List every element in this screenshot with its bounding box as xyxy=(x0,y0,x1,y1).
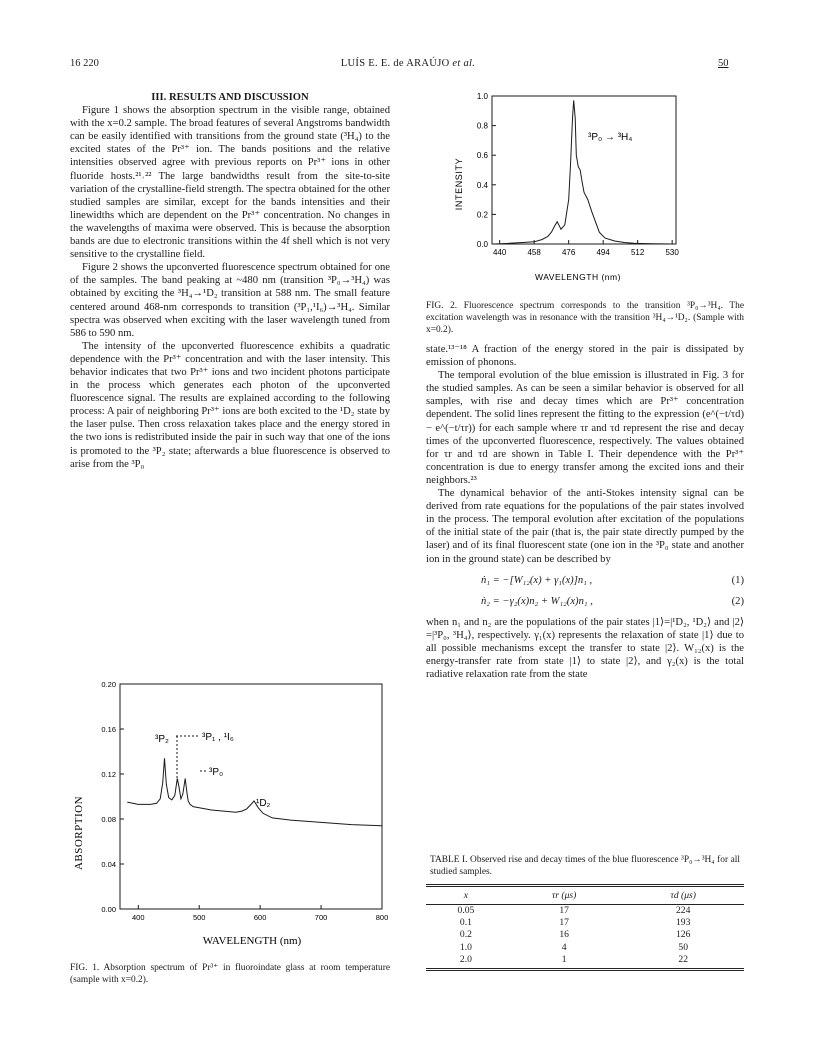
fig2-series-line xyxy=(494,100,672,244)
x-tick-label: 440 xyxy=(492,248,507,257)
figure-1-absorption-chart xyxy=(60,678,390,958)
figure-1-caption-text: FIG. 1. Absorption spectrum of Pr³⁺ in fluoroindate glass at room temperature (sample with x=0.2). xyxy=(70,963,390,985)
paragraph: The dynamical behavior of the anti-Stokes intensity signal can be derived from rate equations for the populations of the pair states involved in the process. The temporal evolution after excitation of the populations of the initial state of the pair (that is, the pair state directly pumped by the laser) and of its final fluorescent state (one ion in the ³P₀ state and another ion in the ground state) can be described by xyxy=(426,488,744,565)
paragraph: The intensity of the upconverted fluorescence exhibits a quadratic dependence with the Pr³⁺ concentration and with the laser intensity. This behavior indicates that two Pr³⁺ ions and two incident photons participate in the process which generates each photon of the upconverted fluorescence signal. The results are explained according to the following process: A pair of neighboring Pr³⁺ ions are both excited to the ¹D₂ state by the laser pulse. Then cross relaxation takes place and the energy stored in the two ions is redistributed inside the pair in such way that one of the ions is promoted to the ³P₂ state; afterwards a blue fluorescence is observed to arise from the ³P₀ xyxy=(70,340,390,470)
y-tick-label: 0.6 xyxy=(476,151,488,161)
figure-2-fluorescence-chart xyxy=(430,84,700,289)
table-1-caption: TABLE I. Observed rise and decay times of the blue fluorescence ³P₀→³H₄ for all studied samples. xyxy=(430,855,740,877)
y-tick-label: 0.00 xyxy=(101,905,116,914)
x-tick-label: 800 xyxy=(375,913,389,922)
table-header-tau-d: τd (μs) xyxy=(622,886,744,905)
table-cell: 17 xyxy=(559,917,569,929)
table-cell: 50 xyxy=(678,941,688,953)
x-tick-label: 500 xyxy=(192,913,206,922)
table-cell: 1 xyxy=(506,954,623,970)
x-tick-label: 476 xyxy=(561,248,576,257)
x-tick-label: 600 xyxy=(253,913,267,922)
equation-2-number: (2) xyxy=(731,595,744,607)
table-cell: 0.05 xyxy=(457,905,475,916)
table-row xyxy=(426,942,744,954)
table-header-tau-r: τr (μs) xyxy=(506,886,623,905)
table-cell: 22 xyxy=(622,954,744,970)
table-cell: 17 xyxy=(559,905,569,916)
table-row xyxy=(426,917,744,929)
table-cell: 0.2 xyxy=(459,929,472,941)
fig1-label-1d2: ¹D₂ xyxy=(256,798,271,809)
y-tick-label: 0.4 xyxy=(476,180,488,190)
running-head xyxy=(0,58,816,69)
equation-2 xyxy=(426,595,744,608)
fig1-xlabel: WAVELENGTH (nm) xyxy=(202,935,302,947)
paragraph: Figure 1 shows the absorption spectrum in the visible range, obtained with the x=0.2 sample. The broad features of several Angstroms bandwidth can be easily identified with transitions from the ground state (³H₄) to the excited states of the Pr³⁺ ion. The bands positions and the relative intensities observed agree with previous reports on Pr³⁺ ions in other fluoride hosts.²¹˒²² The large bandwidths result from the site-to-site variation of the crystalline-field strength. The spectra obtained for the other studied samples are similar, except for the bands intensities and their linewidths which are dependent on the Pr³⁺ concentration. No changes in the wavelengths of maxima were observed. This is because the absorption bands are due to electronic transitions within the 4f shell which is not very sensitive to the crystalline field. xyxy=(70,105,390,261)
page-number-left: 16 220 xyxy=(70,58,99,69)
fig2-axes xyxy=(492,96,676,244)
table-cell: 4 xyxy=(561,941,567,953)
y-tick-label: 0.0 xyxy=(476,240,488,249)
table-row xyxy=(426,954,744,970)
fig1-series-line xyxy=(127,758,382,826)
right-column-text xyxy=(426,343,744,681)
figure-2-caption xyxy=(426,300,744,336)
volume-number: 50 xyxy=(718,58,729,69)
equation-2-text: ṅ₂ = −γ₂(x)n₂ + W₁₂(x)n₁ , xyxy=(481,595,593,607)
y-tick-label: 0.12 xyxy=(101,770,116,779)
y-tick-label: 0.16 xyxy=(101,725,116,734)
figure-1-caption xyxy=(70,962,390,986)
paragraph: state.¹³⁻¹⁸ A fraction of the energy stored in the pair is dissipated by emission of phonons. xyxy=(426,344,744,369)
running-head-etal: et al. xyxy=(452,58,476,69)
figure-2-caption-text: FIG. 2. Fluorescence spectrum corresponds to the transition ³P₀→³H₄. The excitation wavelength was in resonance with the transition ³H₄→¹D₂. (Sample with x=0.2). xyxy=(426,301,744,335)
table-cell: 0.1 xyxy=(459,917,472,929)
paragraph: Figure 2 shows the upconverted fluorescence spectrum obtained for one of the samples. The band peaking at ~480 nm (transition ³P₀→³H₄) was obtained by exciting the ³H₄→¹D₂ transition at 588 nm. The small feature centered around 468-nm corresponds to transition (³P₁,¹I₆)→³H₄. Similar spectra was observed when exciting with the laser wavelength tuned from 586 to 590 nm. xyxy=(70,262,390,339)
plot-frame xyxy=(492,96,676,244)
y-tick-label: 0.04 xyxy=(101,860,116,869)
x-tick-label: 530 xyxy=(665,248,679,257)
fig2-ticks xyxy=(477,92,680,257)
fig2-ylabel: INTENSITY xyxy=(454,157,464,211)
y-tick-label: 1.0 xyxy=(476,92,488,101)
running-head-authors: LUÍS E. E. de ARAÚJO xyxy=(340,58,450,69)
x-tick-label: 494 xyxy=(596,248,610,257)
y-tick-label: 0.2 xyxy=(476,210,488,220)
equation-1-number: (1) xyxy=(731,574,744,586)
fig1-ylabel: ABSORPTION xyxy=(73,795,85,871)
table-cell: 2.0 xyxy=(426,954,506,970)
fig1-label-3p2: ³P₂ xyxy=(155,734,169,745)
table-header-x: x xyxy=(426,886,506,905)
fig1-ticks xyxy=(101,680,388,922)
x-tick-label: 512 xyxy=(630,248,645,257)
table-row xyxy=(426,929,744,941)
table-row xyxy=(426,905,744,918)
x-tick-label: 458 xyxy=(527,248,541,257)
paragraph: The temporal evolution of the blue emission is illustrated in Fig. 3 for the studied samples. As can be seen a similar behavior is observed for all samples, with rise and decay times which are Pr³⁺ concentration dependent. The solid lines represent the fitting to the expression (e^(−t/τd) − e^(−t/τr)) for each sample where τr and τd represent the rise and decay times of the upconverted fluorescence, respectively. The values obtained for τr and τd are shown in Table I. Their dependence with the Pr³⁺ concentration is due to energy transfer among the excited ions and their neighbors.²³ xyxy=(426,370,744,486)
fig1-label-3p1-1i6: ³P₁ , ¹I₆ xyxy=(202,732,234,743)
table-cell: 126 xyxy=(676,929,691,941)
table-cell: 224 xyxy=(676,905,691,916)
plot-frame xyxy=(120,684,382,909)
fig1-label-3p0: ³P₀ xyxy=(209,767,224,778)
y-tick-label: 0.8 xyxy=(476,121,488,131)
x-tick-label: 400 xyxy=(132,913,145,922)
equation-1 xyxy=(426,574,744,587)
y-tick-label: 0.20 xyxy=(101,680,116,689)
equation-1-text: ṅ₁ = −[W₁₂(x) + γ₁(x)]n₁ , xyxy=(481,574,593,586)
table-cell: 16 xyxy=(559,929,569,941)
left-column-text xyxy=(70,91,390,471)
table-1-grid xyxy=(426,884,744,971)
paragraph: when n₁ and n₂ are the populations of the pair states |1⟩=|¹D₂, ¹D₂⟩ and |2⟩=|³P₀, ³H₄⟩, respectively. γ₁(x) represents the relaxation of state |1⟩ due to all possible mechanisms except the transfer to state |2⟩. W₁₂(x) is the energy-transfer rate from state |1⟩ to state |2⟩, and γ₂(x) is the total radiative relaxation rate from the state xyxy=(426,616,744,681)
x-tick-label: 700 xyxy=(314,913,328,922)
table-cell: 1.0 xyxy=(459,941,472,953)
fig2-xlabel: WAVELENGTH (nm) xyxy=(535,272,621,282)
section-title: III. RESULTS AND DISCUSSION xyxy=(151,92,309,103)
fig2-transition-label: ³P₀ → ³H₄ xyxy=(588,132,633,143)
table-cell: 193 xyxy=(676,917,691,929)
table-1 xyxy=(426,854,744,971)
y-tick-label: 0.08 xyxy=(101,815,116,824)
fig1-axes xyxy=(120,684,382,909)
